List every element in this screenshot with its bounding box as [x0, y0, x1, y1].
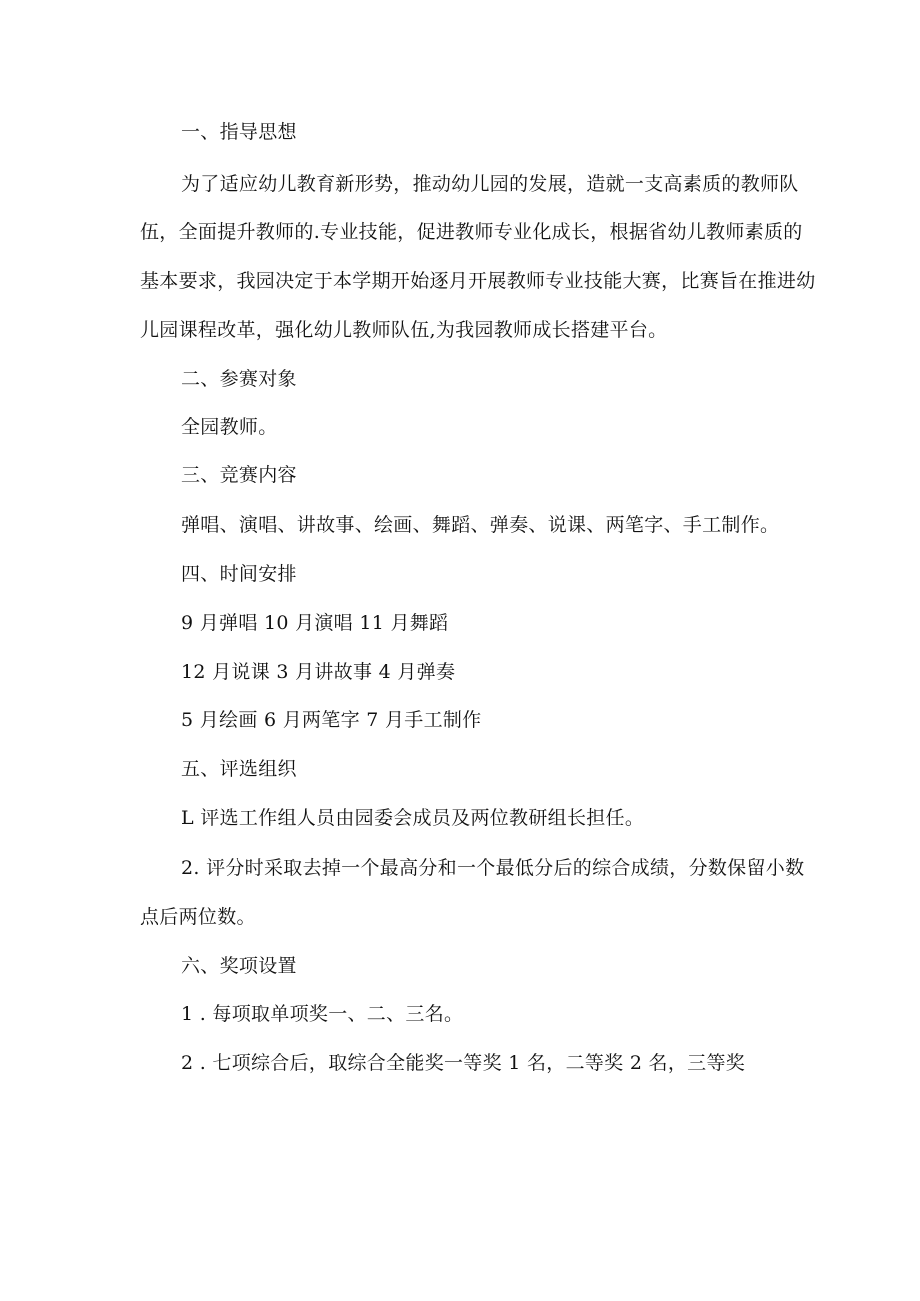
section-heading-organization: 五、评选组织 [181, 758, 297, 780]
section-heading-guiding-thought: 一、指导思想 [181, 121, 297, 143]
section-heading-awards: 六、奖项设置 [181, 955, 297, 977]
section-heading-schedule: 四、时间安排 [181, 563, 297, 585]
paragraph-line: 弹唱、演唱、讲故事、绘画、舞蹈、弹奏、说课、两笔字、手工制作。 [181, 514, 780, 536]
paragraph-line: 2 . 七项综合后，取综合全能奖一等奖 1 名，二等奖 2 名，三等奖 [181, 1052, 746, 1074]
paragraph-line: 点后两位数。 [140, 906, 256, 928]
paragraph-line: 全园教师。 [181, 416, 278, 438]
paragraph-line: 儿园课程改革，强化幼儿教师队伍,为我园教师成长搭建平台。 [140, 319, 668, 341]
paragraph-line: 基本要求，我园决定于本学期开始逐月开展教师专业技能大赛，比赛旨在推进幼 [140, 270, 816, 292]
schedule-line: 12 月说课 3 月讲故事 4 月弹奏 [181, 661, 456, 683]
paragraph-line: 2. 评分时采取去掉一个最高分和一个最低分后的综合成绩，分数保留小数 [181, 857, 805, 879]
section-heading-participants: 二、参赛对象 [181, 368, 297, 390]
schedule-line: 9 月弹唱 10 月演唱 11 月舞蹈 [181, 612, 449, 634]
section-heading-content: 三、竞赛内容 [181, 464, 297, 486]
paragraph-line: 伍，全面提升教师的.专业技能，促进教师专业化成长，根据省幼儿教师素质的 [140, 221, 803, 243]
schedule-line: 5 月绘画 6 月两笔字 7 月手工制作 [181, 709, 482, 731]
paragraph-line: L 评选工作组人员由园委会成员及两位教研组长担任。 [181, 807, 645, 829]
paragraph-line: 为了适应幼儿教育新形势，推动幼儿园的发展，造就一支高素质的教师队 [181, 173, 799, 195]
paragraph-line: 1 . 每项取单项奖一、二、三名。 [181, 1003, 464, 1025]
